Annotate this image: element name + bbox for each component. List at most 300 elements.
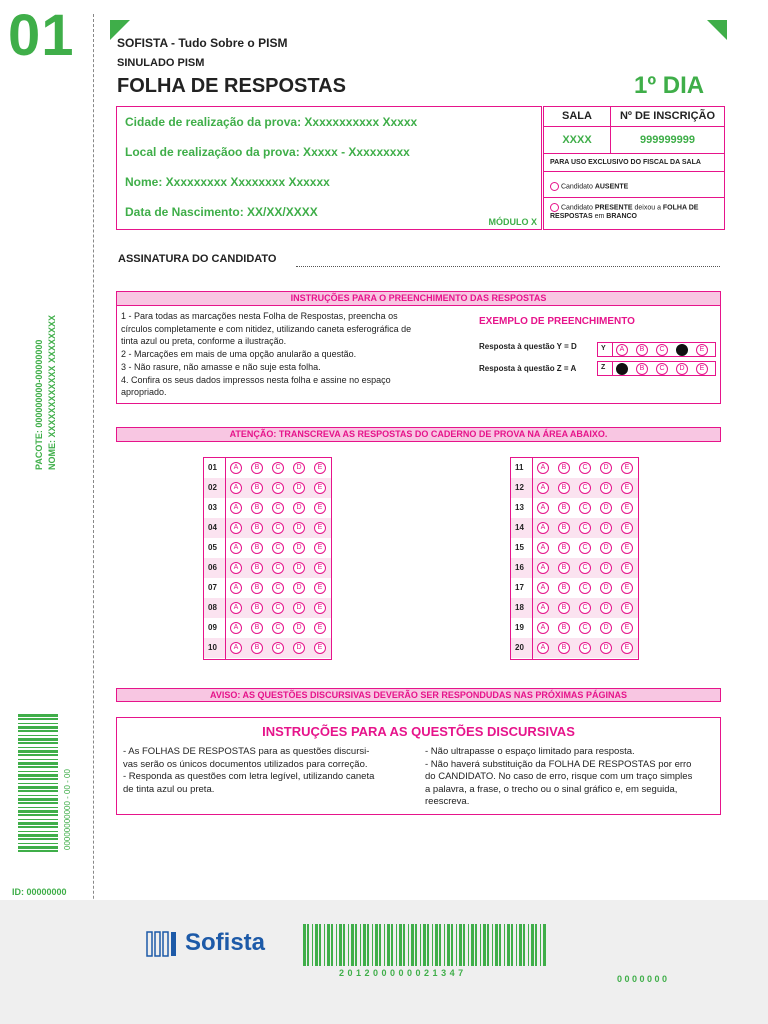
absent-prefix: Candidato (560, 183, 595, 191)
answer-row (511, 558, 638, 578)
barcode-bar (432, 924, 433, 966)
barcode-bar (363, 924, 366, 966)
question-number: 04 (208, 523, 217, 532)
answer-bubble-e[interactable]: E (314, 622, 326, 634)
question-number: 17 (515, 583, 524, 592)
answer-bubble-e[interactable]: E (621, 502, 633, 514)
barcode-bar (315, 924, 318, 966)
barcode-bar (18, 723, 58, 724)
barcode-bar (327, 924, 330, 966)
barcode-bar (18, 718, 58, 720)
answer-bubble-c[interactable]: C (272, 462, 284, 474)
barcode-bar (375, 924, 378, 966)
name-field: Nome: Xxxxxxxxx Xxxxxxxx Xxxxxx (125, 175, 330, 189)
example-separator (612, 362, 613, 375)
candidate-info-box (116, 106, 542, 230)
barcode-bar (403, 924, 405, 966)
answer-row (204, 578, 331, 598)
barcode-bar (18, 802, 58, 804)
answer-row (511, 498, 638, 518)
instruction-line: tinta azul ou preta, conforme a ilustração. (121, 336, 287, 347)
barcode-bar (18, 754, 58, 756)
answer-row (204, 458, 331, 478)
answer-bubble-d[interactable]: D (600, 522, 612, 534)
barcode-bar (420, 924, 421, 966)
answer-bubble-b[interactable]: B (558, 642, 570, 654)
answer-row (511, 638, 638, 658)
answer-bubble-a[interactable]: A (230, 642, 242, 654)
barcode-bar (459, 924, 462, 966)
answer-bubble-b[interactable]: B (251, 562, 263, 574)
answer-row (204, 638, 331, 658)
discursive-title: INSTRUÇÕES PARA AS QUESTÕES DISCURSIVAS (262, 724, 575, 739)
blank-strong-1: PRESENTE (594, 204, 633, 212)
registration-value: 999999999 (611, 127, 724, 154)
barcode-bar (18, 766, 58, 768)
answer-bubble-e[interactable]: E (314, 582, 326, 594)
discursive-line: a palavra, a frase, o trecho ou o sinal gráfico e, em seguida, (425, 783, 678, 795)
discursive-line: reescreva. (425, 796, 470, 807)
answer-bubble-d[interactable]: D (293, 562, 305, 574)
answer-bubble-c[interactable]: C (272, 482, 284, 494)
sofista-logo: Sofista (185, 929, 266, 956)
answer-bubble-d[interactable]: D (600, 462, 612, 474)
question-number: 07 (208, 583, 217, 592)
corner-mark-top-right (707, 20, 727, 40)
barcode-bar (18, 843, 58, 844)
question-number: 01 (208, 463, 217, 472)
instruction-line: 3 - Não rasure, não amasse e não suje esta folha. (121, 361, 321, 372)
answer-bubble-c[interactable]: C (579, 522, 591, 534)
id-label: ID: 00000000 (12, 887, 67, 897)
answer-bubble-d[interactable]: D (293, 582, 305, 594)
barcode-bar (360, 924, 361, 966)
answer-bubble-c[interactable]: C (272, 642, 284, 654)
birthdate-field: Data de Nascimento: XX/XX/XXXX (125, 205, 318, 219)
answer-bubble-e[interactable]: E (314, 542, 326, 554)
side-barcode-code: 00000000000 - 00 - 00 (63, 769, 72, 850)
signature-label: ASSINATURA DO CANDIDATO (118, 253, 277, 265)
example-question-letter: Y (601, 345, 606, 352)
barcode-bar (18, 834, 58, 837)
barcode-bar (18, 850, 58, 852)
question-number: 13 (515, 503, 524, 512)
answer-row (204, 538, 331, 558)
answer-bubble-e[interactable]: E (314, 502, 326, 514)
answer-bubble-d[interactable]: D (600, 542, 612, 554)
question-number: 03 (208, 503, 217, 512)
barcode-bar (18, 762, 58, 765)
answer-bubble-c[interactable]: C (579, 582, 591, 594)
barcode-bar (339, 924, 342, 966)
answer-bubble-a[interactable]: A (537, 542, 549, 554)
instruction-line: círculos completamente e com nitidez, utilizando caneta esferográfica de (121, 323, 412, 334)
answer-bubble-d[interactable]: D (600, 622, 612, 634)
answer-bubble-b[interactable]: B (251, 462, 263, 474)
answer-bubble-c[interactable]: C (272, 622, 284, 634)
answer-bubble-b[interactable]: B (251, 642, 263, 654)
question-number: 19 (515, 623, 524, 632)
barcode-bar (384, 924, 385, 966)
barcode-bar (331, 924, 333, 966)
barcode-bar (18, 735, 58, 736)
answer-bubble-e[interactable]: E (314, 602, 326, 614)
discursive-instructions-box (116, 717, 721, 815)
room-box (543, 106, 725, 230)
barcode-bar (18, 714, 58, 717)
question-number: 18 (515, 603, 524, 612)
discursive-line: de tinta azul ou preta. (123, 783, 215, 795)
answer-bubble-a[interactable]: A (230, 482, 242, 494)
discursive-line: - As FOLHAS DE RESPOSTAS para as questões discursi- (123, 746, 370, 757)
answer-bubble-b[interactable]: B (558, 522, 570, 534)
barcode-bar (367, 924, 369, 966)
barcode-bar (18, 819, 58, 820)
barcode-bar (435, 924, 438, 966)
page-title: FOLHA DE RESPOSTAS (117, 75, 346, 97)
answer-bubble-e[interactable]: E (621, 602, 633, 614)
barcode-bar (468, 924, 469, 966)
answer-bubble-c[interactable]: C (579, 462, 591, 474)
answer-bubble-a[interactable]: A (537, 562, 549, 574)
answer-bubble-e[interactable]: E (621, 582, 633, 594)
barcode-bar (303, 924, 306, 966)
grid-separator (532, 458, 533, 659)
barcode-bar (516, 924, 517, 966)
answer-bubble-c[interactable]: C (272, 502, 284, 514)
answer-row (511, 458, 638, 478)
answer-bubble-e[interactable]: E (314, 562, 326, 574)
option-absent[interactable] (544, 172, 724, 198)
blank-mid-2: em (592, 213, 607, 221)
answer-bubble-c[interactable]: C (579, 642, 591, 654)
barcode-bar (18, 814, 58, 816)
barcode-bar (499, 924, 501, 966)
answer-bubble-e[interactable]: E (314, 522, 326, 534)
barcode-bar (18, 771, 58, 772)
barcode-bar (391, 924, 393, 966)
answer-row (204, 558, 331, 578)
barcode-bar (348, 924, 349, 966)
answer-bubble-d[interactable]: D (600, 582, 612, 594)
barcode-bar (18, 778, 58, 780)
barcode-bar (18, 759, 58, 760)
blank-prefix: Candidato (560, 204, 595, 212)
example-bubble-b: B (636, 363, 648, 375)
answer-bubble-a[interactable]: A (537, 462, 549, 474)
answer-bubble-b[interactable]: B (558, 562, 570, 574)
answer-bubble-c[interactable]: C (579, 502, 591, 514)
answer-row (511, 618, 638, 638)
barcode-bar (427, 924, 429, 966)
answer-bubble-e[interactable]: E (621, 622, 633, 634)
answer-bubble-a[interactable]: A (230, 462, 242, 474)
barcode-bar (18, 750, 58, 753)
location-field: Local de realizaçãoo da prova: Xxxxx - Xxxxxxxxx (125, 145, 410, 159)
barcode-bar (18, 838, 58, 840)
example-bubble-e: E (696, 344, 708, 356)
barcode-bar (540, 924, 541, 966)
example-bubble-d: D (676, 363, 688, 375)
answer-bubble-a[interactable]: A (537, 602, 549, 614)
notice-bar: AVISO: AS QUESTÕES DISCURSIVAS DEVERÃO SER RESPONDUDAS NAS PRÓXIMAS PÁGINAS (116, 688, 721, 702)
discursive-line: - Não ultrapasse o espaço limitado para resposta. (425, 746, 635, 757)
barcode-bar (18, 831, 58, 832)
answer-bubble-b[interactable]: B (251, 542, 263, 554)
barcode-bar (18, 774, 58, 777)
answer-bubble-d[interactable]: D (293, 462, 305, 474)
barcode-bar (18, 738, 58, 741)
example-bubbles-z (597, 361, 716, 376)
barcode-bar (18, 783, 58, 784)
answer-bubble-c[interactable]: C (579, 602, 591, 614)
answer-bubble-c[interactable]: C (272, 582, 284, 594)
barcode-bar (18, 742, 58, 744)
answer-bubble-d[interactable]: D (293, 602, 305, 614)
answer-bubble-e[interactable]: E (314, 462, 326, 474)
barcode-bar (507, 924, 510, 966)
answer-row (204, 598, 331, 618)
blank-strong-2: FOLHA DE RESPOSTAS (550, 204, 699, 221)
answer-grid-right (510, 457, 639, 660)
barcode-bar (18, 822, 58, 825)
answer-bubble-b[interactable]: B (251, 622, 263, 634)
answer-bubble-d[interactable]: D (293, 502, 305, 514)
instructions-box (116, 291, 721, 404)
answer-bubble-a[interactable]: A (537, 622, 549, 634)
example-bubble-c: C (656, 363, 668, 375)
instruction-line: 1 - Para todas as marcações nesta Folha de Respostas, preencha os (121, 311, 398, 321)
answer-bubble-a[interactable]: A (537, 642, 549, 654)
answer-bubble-b[interactable]: B (558, 622, 570, 634)
discursive-right-column (425, 746, 720, 809)
question-number: 11 (515, 463, 524, 472)
answer-bubble-e[interactable]: E (621, 642, 633, 654)
answer-row (511, 538, 638, 558)
answer-bubble-e[interactable]: E (621, 522, 633, 534)
answer-bubble-b[interactable]: B (251, 602, 263, 614)
barcode-bar (379, 924, 381, 966)
footer-code: 0000000 (617, 974, 670, 984)
answer-bubble-d[interactable]: D (293, 542, 305, 554)
example-bubble-d: D (676, 344, 688, 356)
answer-row (511, 478, 638, 498)
answer-bubble-c[interactable]: C (272, 542, 284, 554)
barcode-bar (312, 924, 313, 966)
barcode-bar (444, 924, 445, 966)
barcode-bar (372, 924, 373, 966)
barcode-bar (451, 924, 453, 966)
answer-bubble-e[interactable]: E (621, 562, 633, 574)
blank-strong-3: BRANCO (606, 213, 638, 221)
barcode-bar (492, 924, 493, 966)
answer-bubble-d[interactable]: D (293, 482, 305, 494)
instructions-text (121, 310, 461, 399)
question-number: 14 (515, 523, 524, 532)
discursive-line: - Responda as questões com letra legível, utilizando caneta (123, 771, 375, 782)
side-barcode (18, 714, 58, 854)
answer-bubble-d[interactable]: D (600, 642, 612, 654)
discursive-left-column (123, 746, 408, 796)
instruction-line: 2 - Marcações em mais de uma opção anularão a questão. (121, 349, 357, 360)
barcode-bar (480, 924, 481, 966)
barcode-bar (531, 924, 534, 966)
answer-bubble-a[interactable]: A (230, 502, 242, 514)
example-bubble-c: C (656, 344, 668, 356)
footer-barcode (303, 924, 548, 966)
question-number: 16 (515, 563, 524, 572)
question-number: 08 (208, 603, 217, 612)
barcode-bar (18, 846, 58, 849)
answer-bubble-e[interactable]: E (314, 642, 326, 654)
signature-line[interactable] (296, 266, 720, 267)
barcode-bar (324, 924, 325, 966)
barcode-bar (535, 924, 537, 966)
answer-bubble-c[interactable]: C (579, 542, 591, 554)
answer-bubble-e[interactable]: E (314, 482, 326, 494)
answer-bubble-a[interactable]: A (537, 482, 549, 494)
answer-bubble-c[interactable]: C (579, 482, 591, 494)
registration-label: Nº DE INSCRIÇÃO (611, 107, 724, 127)
answer-bubble-a[interactable]: A (230, 582, 242, 594)
barcode-bar (18, 798, 58, 801)
answer-row (204, 618, 331, 638)
answer-bubble-c[interactable]: C (579, 622, 591, 634)
answer-bubble-b[interactable]: B (558, 482, 570, 494)
answer-bubble-a[interactable]: A (537, 522, 549, 534)
barcode-bar (528, 924, 529, 966)
instruction-line: apropriado. (121, 387, 167, 398)
answer-bubble-d[interactable]: D (293, 622, 305, 634)
example-label-z: Resposta à questão Z = A (479, 364, 577, 373)
barcode-bar (519, 924, 522, 966)
package-code: PACOTE: 000000000-00000000 (34, 339, 44, 470)
barcode-bar (18, 747, 58, 748)
barcode-bar (483, 924, 486, 966)
sheet-number: 01 (8, 3, 75, 68)
example-bubble-a: A (616, 363, 628, 375)
instruction-line: 4. Confira os seus dados impressos nesta folha e assine no espaço (121, 374, 391, 385)
answer-bubble-a[interactable]: A (230, 522, 242, 534)
discursive-line: - Não haverá substituição da FOLHA DE RESPOSTAS por erro (425, 758, 692, 770)
barcode-bar (495, 924, 498, 966)
absent-strong: AUSENTE (594, 183, 629, 191)
answer-bubble-a[interactable]: A (537, 502, 549, 514)
answer-bubble-d[interactable]: D (293, 642, 305, 654)
answer-bubble-c[interactable]: C (272, 602, 284, 614)
answer-row (204, 518, 331, 538)
answer-bubble-c[interactable]: C (579, 562, 591, 574)
brand-line: SOFISTA - Tudo Sobre o PISM (117, 36, 288, 50)
discursive-line: vas serão os únicos documentos utilizados para correção. (123, 758, 368, 770)
barcode-bar (475, 924, 477, 966)
barcode-bar (18, 790, 58, 792)
barcode-bar (18, 726, 58, 729)
barcode-bar (307, 924, 309, 966)
answer-bubble-a[interactable]: A (230, 542, 242, 554)
answer-row (511, 518, 638, 538)
fiscal-title: PARA USO EXCLUSIVO DO FISCAL DA SALA (544, 154, 724, 172)
answer-bubble-b[interactable]: B (558, 582, 570, 594)
barcode-bar (18, 795, 58, 796)
barcode-bar (415, 924, 417, 966)
barcode-bar (319, 924, 321, 966)
blank-sheet-radio[interactable] (550, 203, 559, 212)
barcode-bar (411, 924, 414, 966)
answer-bubble-d[interactable]: D (600, 482, 612, 494)
answer-bubble-e[interactable]: E (621, 462, 633, 474)
barcode-bar (447, 924, 450, 966)
answer-row (204, 478, 331, 498)
city-field: Cidade de realização da prova: Xxxxxxxxxxx Xxxxx (125, 115, 418, 129)
answer-bubble-b[interactable]: B (251, 582, 263, 594)
question-number: 12 (515, 483, 524, 492)
barcode-bar (543, 924, 546, 966)
answer-bubble-c[interactable]: C (272, 522, 284, 534)
barcode-bar (18, 810, 58, 813)
answer-row (204, 498, 331, 518)
answer-bubble-d[interactable]: D (293, 522, 305, 534)
absent-radio[interactable] (550, 182, 559, 191)
answer-bubble-a[interactable]: A (230, 562, 242, 574)
answer-bubble-a[interactable]: A (230, 622, 242, 634)
answer-bubble-c[interactable]: C (272, 562, 284, 574)
example-label-y: Resposta à questão Y = D (479, 342, 577, 351)
answer-bubble-b[interactable]: B (558, 542, 570, 554)
barcode-bar (471, 924, 474, 966)
blank-mid: deixou a (632, 204, 663, 212)
answer-bubble-b[interactable]: B (251, 482, 263, 494)
barcode-bar (408, 924, 409, 966)
grid-separator (225, 458, 226, 659)
barcode-bar (504, 924, 505, 966)
answer-bubble-a[interactable]: A (537, 582, 549, 594)
answer-bubble-a[interactable]: A (230, 602, 242, 614)
example-title: EXEMPLO DE PREENCHIMENTO (479, 316, 635, 327)
barcode-bar (423, 924, 426, 966)
sofista-logo-icon (146, 930, 178, 958)
answer-bubble-b[interactable]: B (558, 502, 570, 514)
answer-bubble-d[interactable]: D (600, 602, 612, 614)
answer-bubble-d[interactable]: D (600, 502, 612, 514)
answer-bubble-b[interactable]: B (558, 462, 570, 474)
answer-grid-left (203, 457, 332, 660)
module-label: MÓDULO X (488, 217, 537, 227)
question-number: 02 (208, 483, 217, 492)
barcode-bar (343, 924, 345, 966)
barcode-bar (511, 924, 513, 966)
barcode-bar (396, 924, 397, 966)
barcode-bar (463, 924, 465, 966)
barcode-bar (523, 924, 525, 966)
answer-bubble-b[interactable]: B (558, 602, 570, 614)
answer-row (511, 578, 638, 598)
answer-row (511, 598, 638, 618)
question-number: 09 (208, 623, 217, 632)
exam-day: 1º DIA (634, 72, 705, 99)
barcode-bar (18, 730, 58, 732)
answer-bubble-b[interactable]: B (251, 522, 263, 534)
answer-bubble-d[interactable]: D (600, 562, 612, 574)
option-blank-sheet[interactable] (544, 198, 724, 229)
barcode-bar (456, 924, 457, 966)
example-bubble-b: B (636, 344, 648, 356)
answer-bubble-e[interactable]: E (621, 542, 633, 554)
answer-bubble-e[interactable]: E (621, 482, 633, 494)
answer-bubble-b[interactable]: B (251, 502, 263, 514)
question-number: 05 (208, 543, 217, 552)
barcode-bar (355, 924, 357, 966)
